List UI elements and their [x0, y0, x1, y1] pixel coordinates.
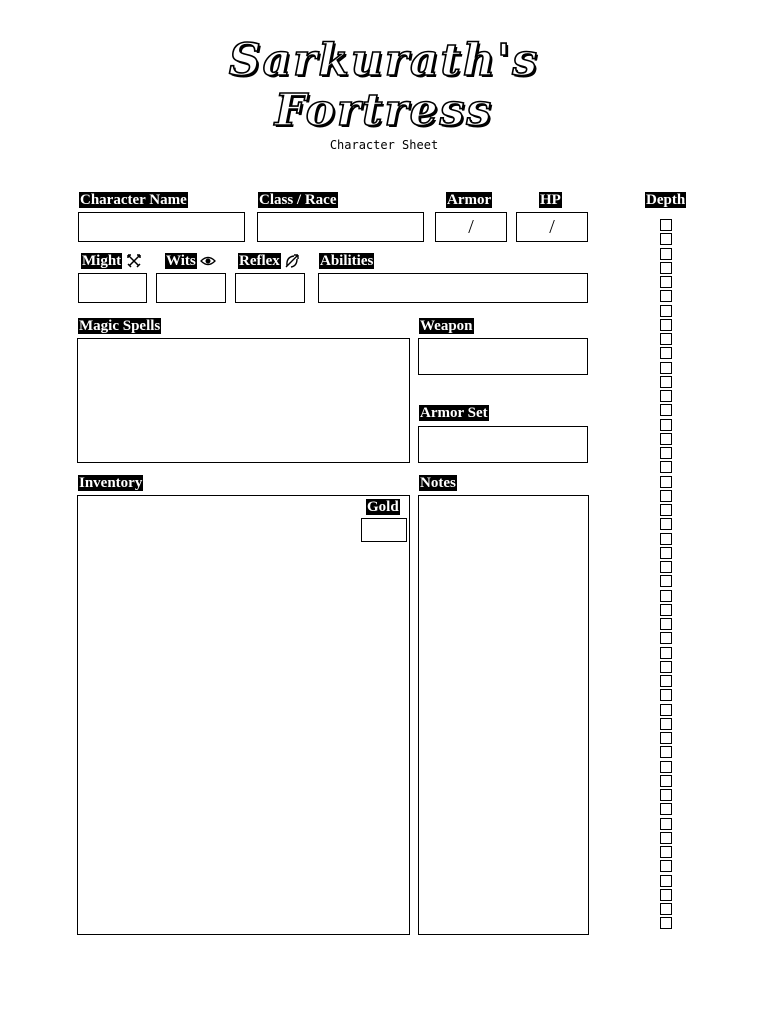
depth-checkbox[interactable] [660, 689, 672, 701]
armor-label: Armor [447, 192, 492, 208]
title-line-1: Sarkurath's [228, 35, 540, 86]
depth-label: Depth [646, 192, 686, 208]
depth-checkbox[interactable] [660, 875, 672, 887]
depth-checkbox[interactable] [660, 661, 672, 673]
wits-field[interactable] [156, 273, 226, 303]
class-race-label: Class / Race [259, 192, 337, 208]
depth-checkbox[interactable] [660, 704, 672, 716]
armor-separator: / [468, 216, 474, 238]
depth-checkbox[interactable] [660, 746, 672, 758]
depth-checkbox[interactable] [660, 390, 672, 402]
inventory-field[interactable] [77, 495, 410, 935]
depth-checkbox[interactable] [660, 860, 672, 872]
dodge-arrow-icon [284, 253, 300, 269]
depth-checkbox[interactable] [660, 219, 672, 231]
depth-checkbox[interactable] [660, 518, 672, 530]
subtitle: Character Sheet [329, 138, 439, 152]
armor-set-field[interactable] [418, 426, 588, 463]
depth-checkbox[interactable] [660, 846, 672, 858]
hp-separator: / [549, 216, 555, 238]
depth-checkbox[interactable] [660, 490, 672, 502]
depth-checkbox[interactable] [660, 333, 672, 345]
depth-checkbox[interactable] [660, 761, 672, 773]
depth-checkbox[interactable] [660, 575, 672, 587]
depth-checkbox[interactable] [660, 362, 672, 374]
inventory-label: Inventory [79, 475, 143, 491]
depth-checkbox[interactable] [660, 419, 672, 431]
depth-checkbox[interactable] [660, 590, 672, 602]
class-race-field[interactable] [257, 212, 424, 242]
depth-checkbox[interactable] [660, 276, 672, 288]
armor-field[interactable] [435, 212, 507, 242]
gold-label: Gold [367, 499, 399, 515]
character-name-label: Character Name [80, 192, 187, 208]
depth-checkbox[interactable] [660, 248, 672, 260]
depth-checkbox[interactable] [660, 547, 672, 559]
gold-field[interactable] [361, 518, 407, 542]
depth-checkbox[interactable] [660, 675, 672, 687]
wits-label: Wits [166, 253, 196, 269]
depth-checkbox[interactable] [660, 433, 672, 445]
depth-checkbox[interactable] [660, 262, 672, 274]
depth-checkbox[interactable] [660, 632, 672, 644]
depth-checkbox[interactable] [660, 461, 672, 473]
depth-checkbox[interactable] [660, 233, 672, 245]
depth-checkbox[interactable] [660, 775, 672, 787]
armor-set-label: Armor Set [420, 405, 488, 421]
hp-label: HP [540, 192, 561, 208]
eye-icon [200, 253, 216, 269]
depth-checkbox[interactable] [660, 476, 672, 488]
might-field[interactable] [78, 273, 147, 303]
might-label: Might [82, 253, 122, 269]
depth-track [660, 219, 675, 932]
depth-checkbox[interactable] [660, 404, 672, 416]
depth-checkbox[interactable] [660, 376, 672, 388]
depth-checkbox[interactable] [660, 832, 672, 844]
depth-checkbox[interactable] [660, 305, 672, 317]
abilities-field[interactable] [318, 273, 588, 303]
depth-checkbox[interactable] [660, 533, 672, 545]
notes-field[interactable] [418, 495, 589, 935]
depth-checkbox[interactable] [660, 604, 672, 616]
reflex-field[interactable] [235, 273, 305, 303]
magic-spells-label: Magic Spells [79, 318, 161, 334]
depth-checkbox[interactable] [660, 818, 672, 830]
depth-checkbox[interactable] [660, 718, 672, 730]
title-line-2: Fortress [274, 85, 494, 136]
depth-checkbox[interactable] [660, 447, 672, 459]
crossed-swords-icon [126, 253, 142, 269]
weapon-field[interactable] [418, 338, 588, 375]
depth-checkbox[interactable] [660, 732, 672, 744]
depth-checkbox[interactable] [660, 917, 672, 929]
character-name-field[interactable] [78, 212, 245, 242]
reflex-label: Reflex [239, 253, 280, 269]
depth-checkbox[interactable] [660, 903, 672, 915]
hp-field[interactable] [516, 212, 588, 242]
magic-spells-field[interactable] [77, 338, 410, 463]
depth-checkbox[interactable] [660, 803, 672, 815]
depth-checkbox[interactable] [660, 319, 672, 331]
notes-label: Notes [420, 475, 456, 491]
depth-checkbox[interactable] [660, 504, 672, 516]
depth-checkbox[interactable] [660, 889, 672, 901]
depth-checkbox[interactable] [660, 618, 672, 630]
depth-checkbox[interactable] [660, 789, 672, 801]
depth-checkbox[interactable] [660, 561, 672, 573]
abilities-label: Abilities [320, 253, 374, 269]
depth-checkbox[interactable] [660, 290, 672, 302]
depth-checkbox[interactable] [660, 347, 672, 359]
weapon-label: Weapon [420, 318, 473, 334]
depth-checkbox[interactable] [660, 647, 672, 659]
